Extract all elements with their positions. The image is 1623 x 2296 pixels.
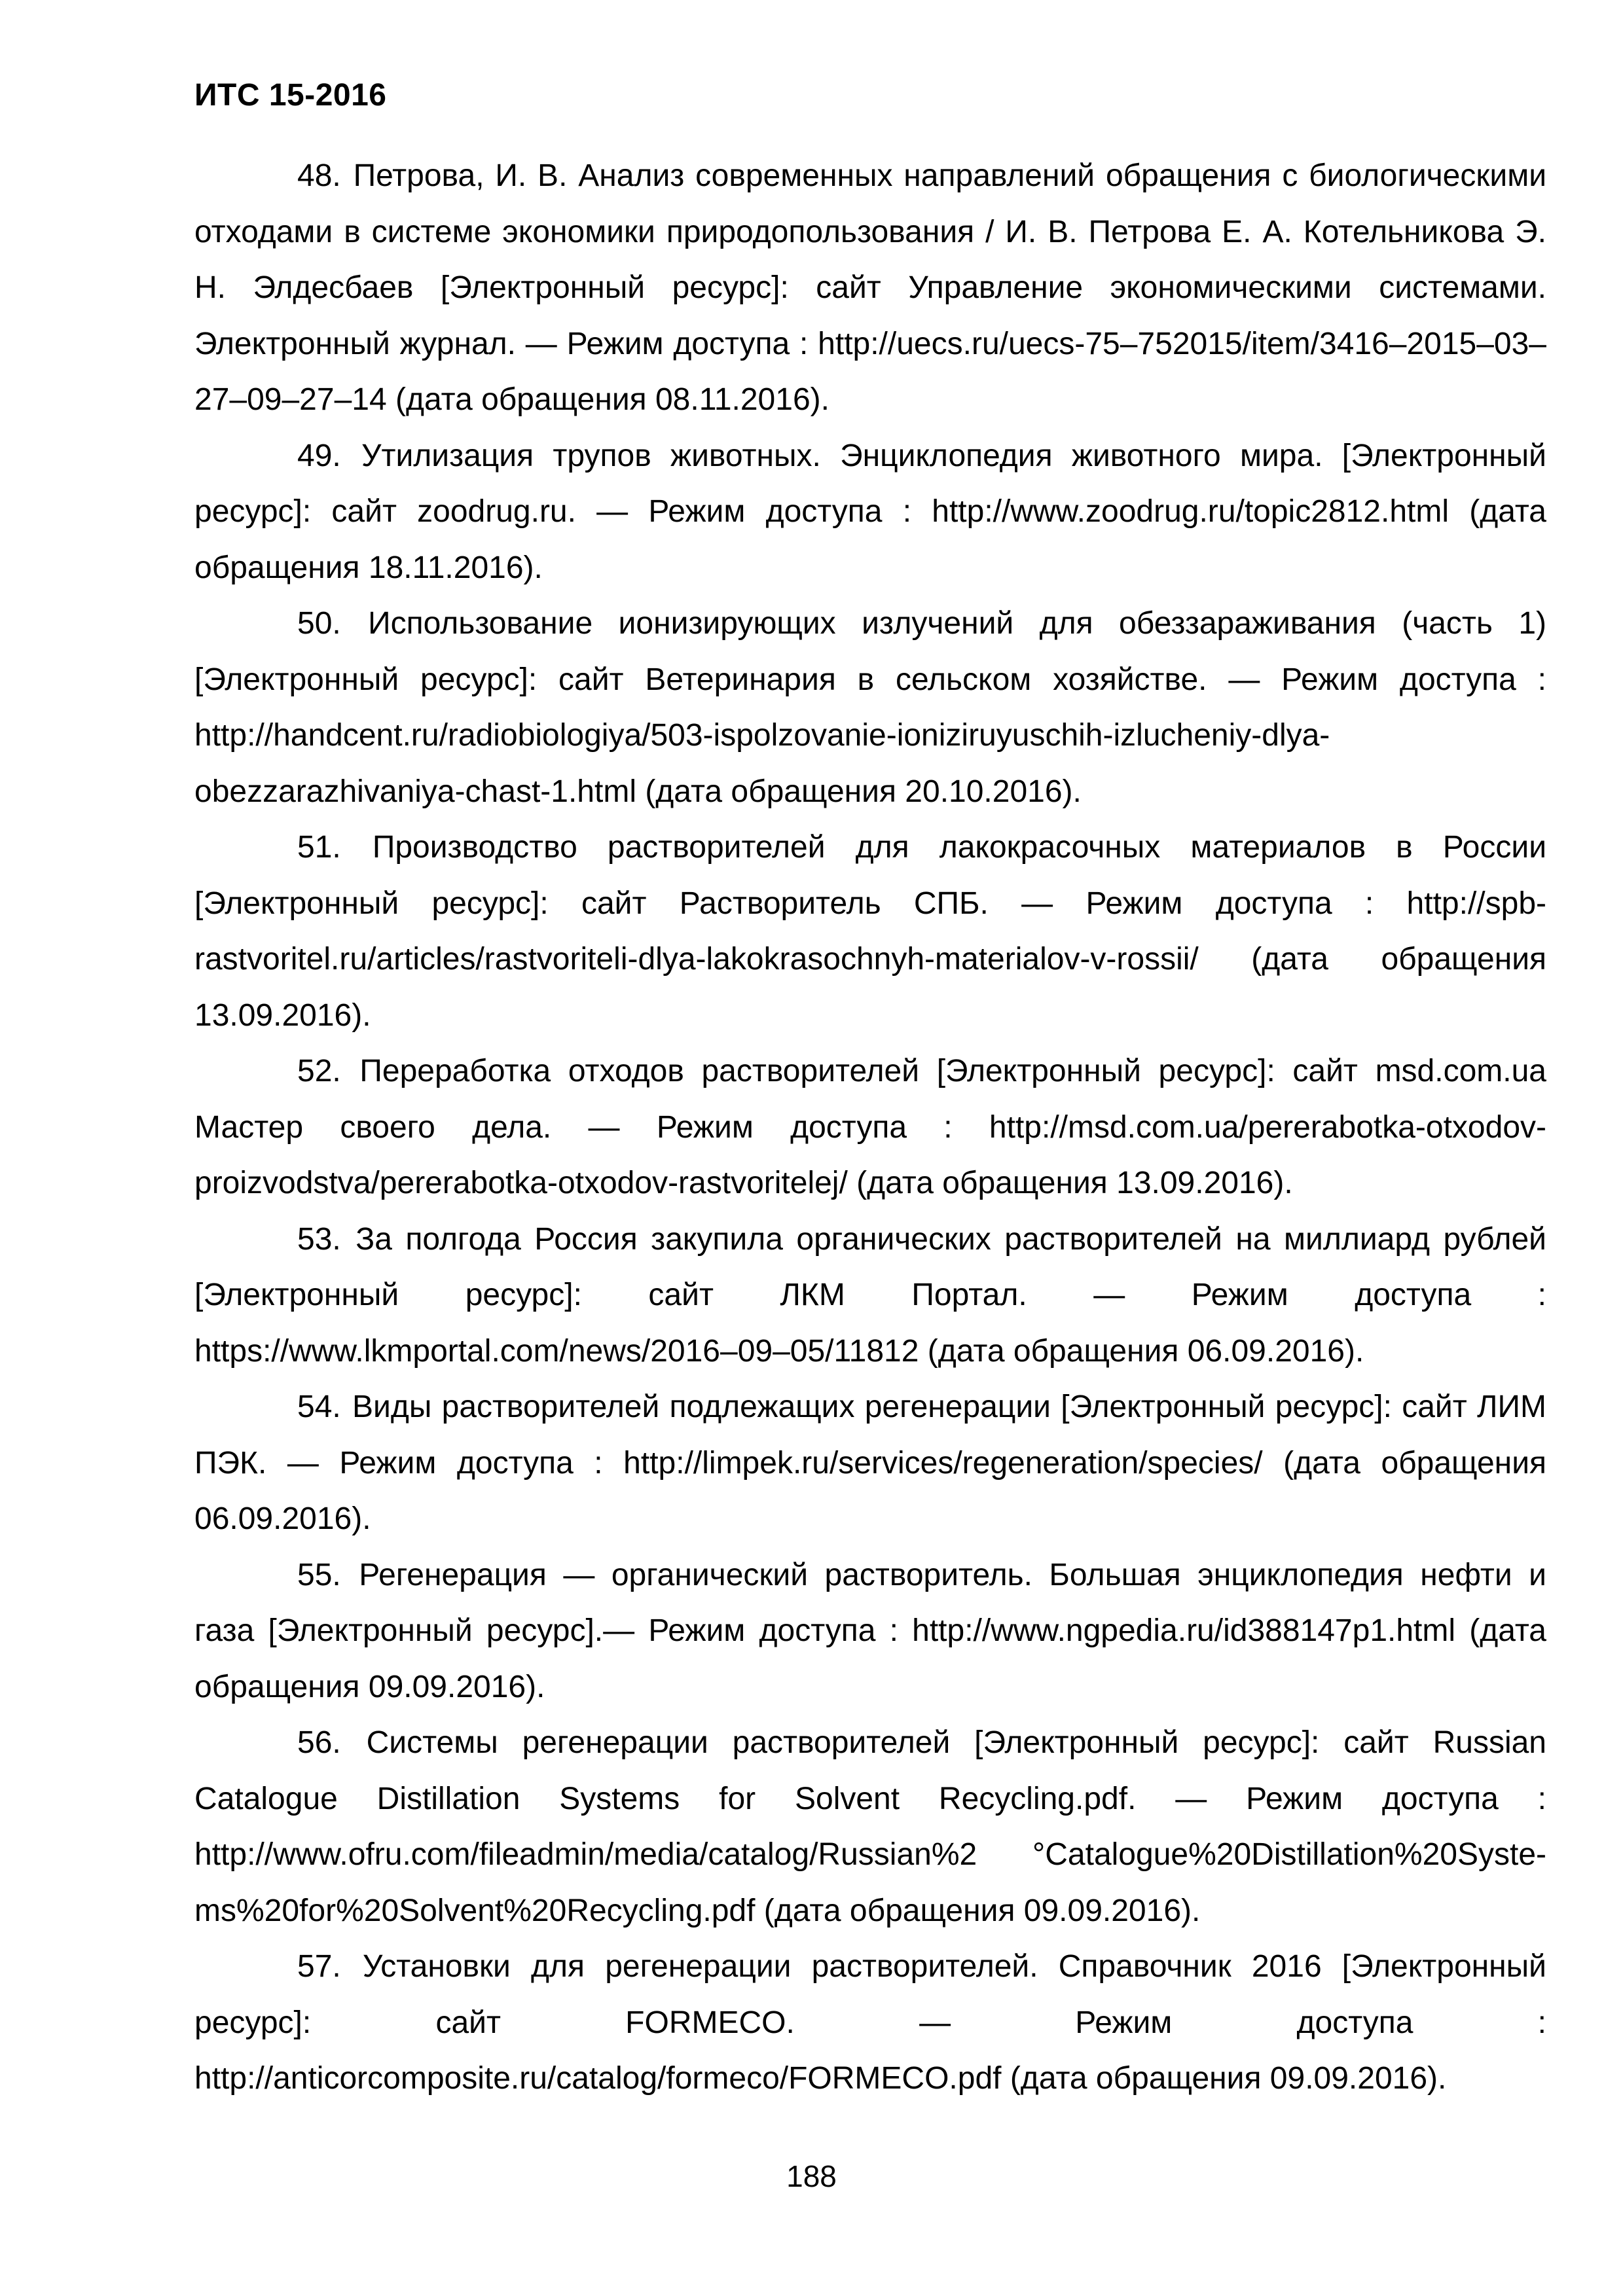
reference-text: Виды растворителей подлежащих регенерации [Электронный ресурс]: сайт ЛИМ ПЭК. — Режим доступа : http://limpek.ru/services/regeneration/species/ (дата обращения 06.09.2016).: [194, 1390, 1546, 1536]
reference-text: Производство растворителей для лакокрасочных материалов в России [Электронный ресурс]: сайт Растворитель СПБ. — Режим доступа : http://spb-rastvoritel.ru/articles/rastvoriteli-dlya-lakokrasochnyh-materialov-v-rossii/ (дата обращения 13.09.2016).: [194, 830, 1546, 1033]
reference-number: 54.: [297, 1390, 341, 1424]
reference-text: Использование ионизирующих излучений для обеззараживания (часть 1) [Электронный ресурс]: сайт Ветеринария в сельском хозяйстве. — Режим доступа : http://handcent.ru/radiobiologiya/503-ispolzovanie-ioniziruyuschih-izlucheniy-dlya-obezzarazhivaniya-chast-1.html (дата обращения 20.10.2016).: [194, 606, 1546, 809]
reference-item-57: [194, 1939, 1546, 2107]
reference-item-56: [194, 1715, 1546, 1939]
reference-text: Регенерация — органический растворитель. Большая энциклопедия нефти и газа [Электронный ресурс].— Режим доступа : http://www.ngpedia.ru/id388147p1.html (дата обращения 09.09.2016).: [194, 1557, 1546, 1704]
reference-text: Системы регенерации растворителей [Электронный ресурс]: сайт Russian Catalogue Distillation Systems for Solvent Recycling.pdf. — Режим доступа : http://www.ofru.com/fileadmin/media/catalog/Russian%2 °Catalogue%20Distillation%20Systems%20for%20Solvent%20Recycling.pdf (дата обращения 09.09.2016).: [194, 1725, 1546, 1928]
reference-number: 53.: [297, 1221, 341, 1257]
reference-item-50: [194, 596, 1546, 819]
document-header: ИТС 15-2016: [194, 78, 387, 113]
reference-number: 48.: [297, 158, 341, 193]
reference-list: [194, 148, 1546, 2107]
reference-text: Утилизация трупов животных. Энциклопедия животного мира. [Электронный ресурс]: сайт zoodrug.ru. — Режим доступа : http://www.zoodrug.ru/topic2812.html (дата обращения 18.11.2016).: [194, 438, 1546, 585]
reference-item-49: [194, 428, 1546, 596]
reference-number: 56.: [297, 1725, 341, 1760]
reference-item-53: [194, 1211, 1546, 1380]
reference-item-54: [194, 1379, 1546, 1547]
reference-item-51: [194, 819, 1546, 1043]
page-number: 188: [786, 2159, 837, 2193]
reference-item-55: [194, 1547, 1546, 1715]
reference-item-48: [194, 148, 1546, 428]
reference-text: За полгода Россия закупила органических растворителей на миллиард рублей [Электронный ресурс]: сайт ЛКМ Портал. — Режим доступа : https://www.lkmportal.com/news/2016–09–05/11812 (дата обращения 06.09.2016).: [194, 1221, 1546, 1369]
reference-text: Переработка отходов растворителей [Электронный ресурс]: сайт msd.com.ua Мастер своего дела. — Режим доступа : http://msd.com.ua/pererabotka-otxodov-proizvodstva/pererabotka-otxodov-rastvoritelej/ (дата обращения 13.09.2016).: [194, 1054, 1546, 1200]
reference-text: Петрова, И. В. Анализ современных направлений обращения с биологическими отходами в системе экономики природопользования / И. В. Петрова Е. А. Котельникова Э. Н. Элдесбаев [Электронный ресурс]: сайт Управление экономическими системами. Электронный журнал. — Режим доступа : http://uecs.ru/uecs-75–752015/item/3416–2015–03–27–09–27–14 (дата обращения 08.11.2016).: [194, 158, 1546, 417]
reference-item-52: [194, 1043, 1546, 1211]
reference-number: 57.: [297, 1949, 341, 1984]
reference-text: Установки для регенерации растворителей. Справочник 2016 [Электронный ресурс]: сайт FORMECO. — Режим доступа : http://anticorcomposite.ru/catalog/formeco/FORMECO.pdf (дата обращения 09.09.2016).: [194, 1949, 1546, 2096]
reference-number: 52.: [297, 1054, 341, 1088]
reference-number: 55.: [297, 1557, 341, 1592]
reference-number: 50.: [297, 606, 341, 641]
reference-number: 51.: [297, 830, 341, 865]
reference-number: 49.: [297, 438, 341, 473]
